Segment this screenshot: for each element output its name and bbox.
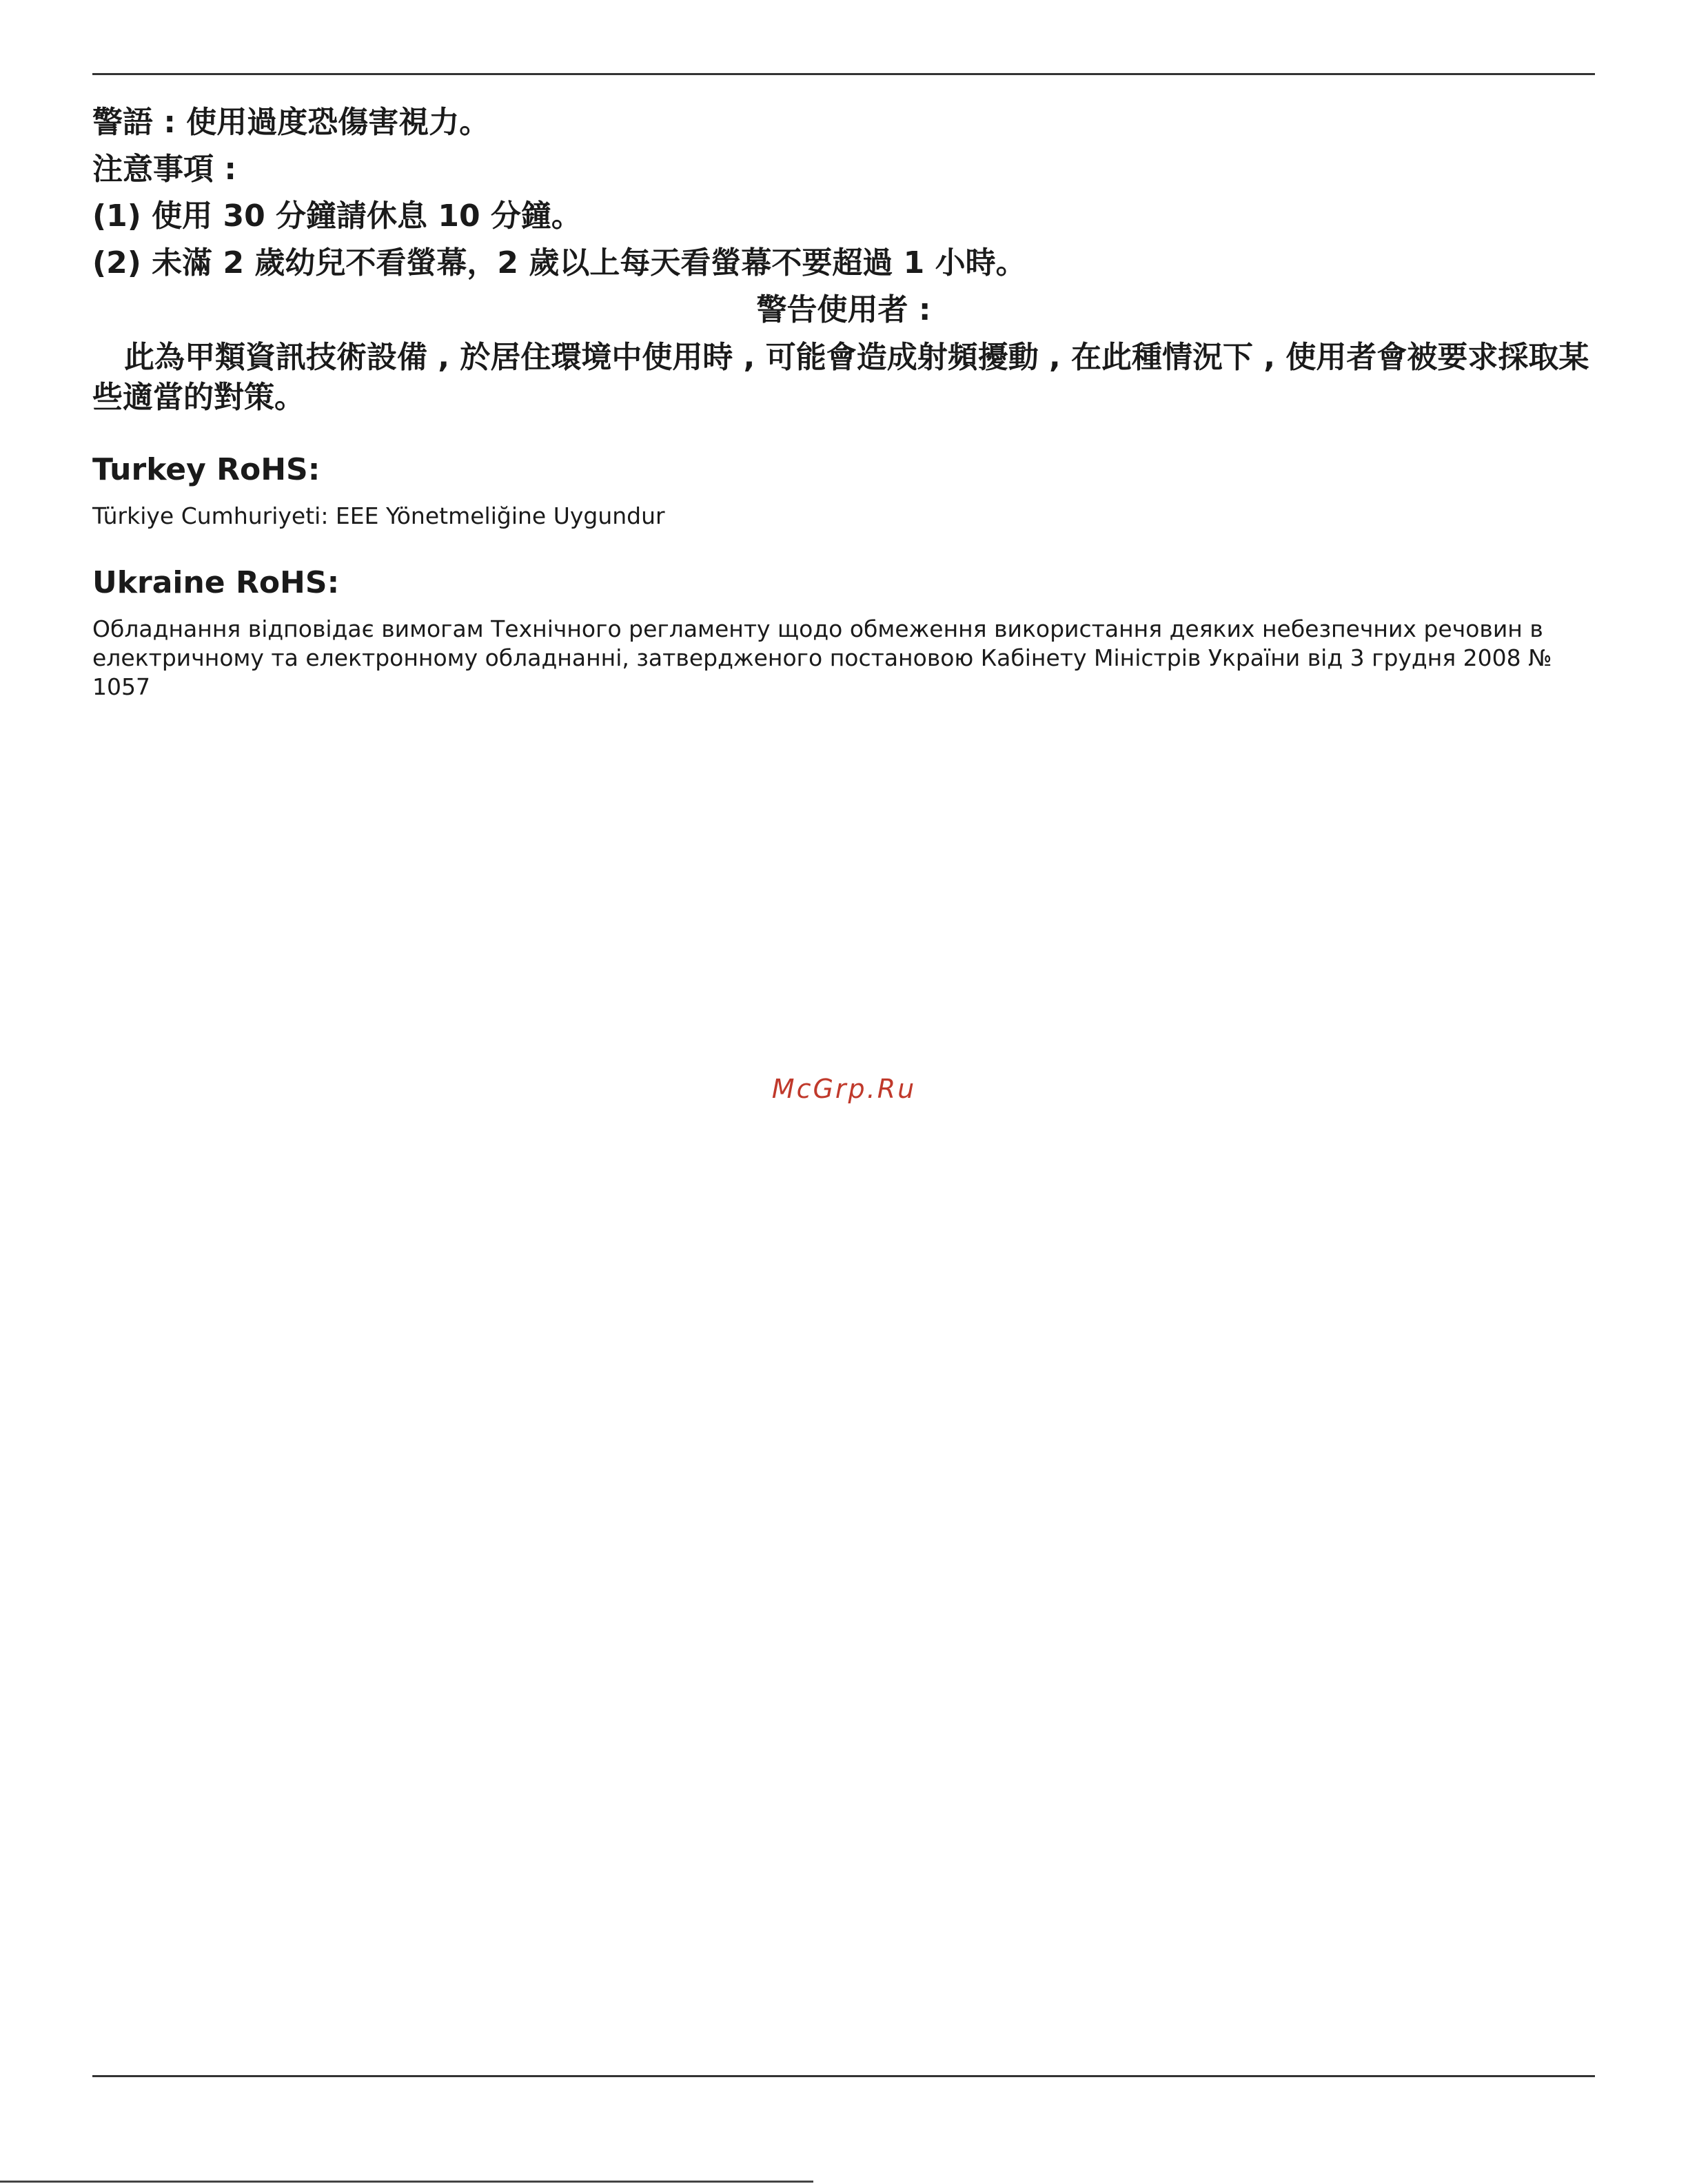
note-item-2: (2) 未滿 2 歲幼兒不看螢幕，2 歲以上每天看螢幕不要超過 1 小時。: [92, 245, 1026, 280]
user-warning-heading: 警告使用者 :: [756, 292, 931, 327]
turkey-rohs-body: Türkiye Cumhuriyeti: EEE Yönetmeliğine Uygundur: [92, 502, 665, 529]
footer-rule: [0, 2181, 813, 2183]
ukraine-rohs-heading: Ukraine RoHS:: [92, 565, 340, 600]
bottom-rule: [92, 2075, 1595, 2077]
top-rule: [92, 73, 1595, 75]
turkey-rohs-heading: Turkey RoHS:: [92, 452, 321, 487]
ukraine-rohs-body: Обладнання відповідає вимогам Технічного регламенту щодо обмеження використання деяких небезпечних речовин в електричному та електронному обладнанні, затвердженого постановою Кабінету Міністрів України від 3 грудня 2008 № 1057: [92, 615, 1552, 700]
note-item-1: (1) 使用 30 分鐘請休息 10 分鐘。: [92, 198, 582, 234]
watermark-text: McGrp.Ru: [771, 1074, 917, 1104]
page-content: [92, 103, 1595, 702]
notes-heading: 注意事項 :: [92, 152, 236, 187]
eyesight-warning: 警語 : 使用過度恐傷害視力。: [92, 105, 490, 140]
class-a-warning-text: 此為甲類資訊技術設備 , 於居住環境中使用時 , 可能會造成射頻擾動 , 在此種情況下 , 使用者會被要求採取某些適當的對策。: [92, 340, 1589, 415]
